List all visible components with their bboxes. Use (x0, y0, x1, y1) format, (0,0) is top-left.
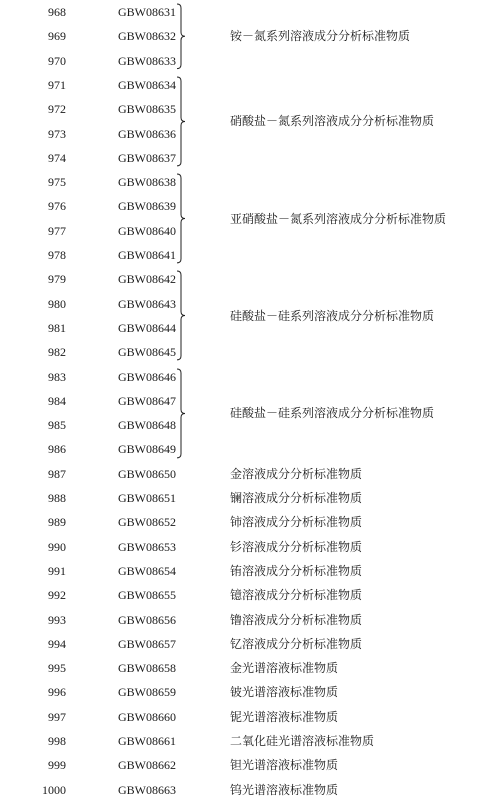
row-number: 997 (48, 709, 66, 724)
row-code: GBW08634 (118, 77, 176, 92)
row-code: GBW08657 (118, 636, 176, 651)
row-code: GBW08658 (118, 661, 176, 676)
row-number: 996 (48, 685, 66, 700)
row-name: 铍光谱溶液标准物质 (230, 685, 339, 700)
row-number: 972 (48, 102, 66, 117)
row-code: GBW08646 (118, 369, 176, 384)
row-code: GBW08632 (118, 29, 176, 44)
group-brace (176, 369, 188, 458)
row-code: GBW08637 (118, 150, 176, 165)
row-name: 铌光谱溶液标准物质 (230, 709, 339, 724)
row-number: 1000 (42, 782, 66, 797)
row-number: 968 (48, 5, 66, 19)
row-code: GBW08649 (118, 442, 176, 457)
row-name: 镥溶液成分分析标准物质 (230, 612, 363, 627)
row-code: GBW08652 (118, 515, 176, 530)
row-number: 985 (48, 418, 66, 433)
row-code: GBW08655 (118, 588, 176, 603)
row-name: 镧溶液成分分析标准物质 (230, 491, 363, 505)
row-code: GBW08656 (118, 612, 176, 627)
row-name: 镱溶液成分分析标准物质 (230, 588, 363, 603)
row-number: 986 (48, 442, 66, 457)
group-brace (176, 174, 188, 263)
row-code: GBW08641 (118, 248, 176, 262)
row-code: GBW08643 (118, 296, 176, 311)
row-number: 975 (48, 175, 66, 190)
row-code: GBW08645 (118, 345, 176, 360)
row-code: GBW08647 (118, 393, 176, 408)
row-number: 993 (48, 612, 66, 627)
group-name: 亚硝酸盐－氮系列溶液成分分析标准物质 (230, 211, 447, 226)
row-code: GBW08653 (118, 539, 176, 554)
row-number: 998 (48, 734, 66, 748)
row-number: 981 (48, 320, 66, 335)
row-code: GBW08654 (118, 563, 176, 578)
group-name: 硅酸盐－硅系列溶液成分分析标准物质 (230, 405, 435, 420)
row-number: 990 (48, 539, 66, 554)
row-code: GBW08662 (118, 758, 176, 773)
row-code: GBW08651 (118, 491, 176, 505)
row-name: 金溶液成分分析标准物质 (230, 466, 363, 481)
row-number: 984 (48, 393, 66, 408)
row-number: 991 (48, 563, 66, 578)
row-number: 992 (48, 588, 66, 603)
row-name: 金光谱溶液标准物质 (230, 661, 339, 676)
row-number: 983 (48, 369, 66, 384)
row-number: 987 (48, 466, 66, 481)
row-number: 982 (48, 345, 66, 360)
row-code: GBW08633 (118, 53, 176, 68)
row-code: GBW08639 (118, 199, 176, 214)
row-code: GBW08659 (118, 685, 176, 700)
row-code: GBW08648 (118, 418, 176, 433)
group-name: 硅酸盐－硅系列溶液成分分析标准物质 (230, 308, 435, 323)
row-number: 973 (48, 126, 66, 141)
row-number: 995 (48, 661, 66, 676)
row-number: 970 (48, 53, 66, 68)
row-code: GBW08644 (118, 320, 176, 335)
group-name: 硝酸盐－氮系列溶液成分分析标准物质 (230, 114, 435, 129)
row-number: 976 (48, 199, 66, 214)
row-name: 钐溶液成分分析标准物质 (230, 539, 363, 554)
group-brace (176, 4, 188, 69)
row-number: 988 (48, 491, 66, 505)
row-number: 977 (48, 223, 66, 238)
row-name: 钽光谱溶液标准物质 (230, 758, 339, 773)
row-number: 979 (48, 272, 66, 287)
row-name: 钨光谱溶液标准物质 (230, 782, 339, 797)
row-number: 969 (48, 29, 66, 44)
row-code: GBW08663 (118, 782, 176, 797)
row-number: 980 (48, 296, 66, 311)
row-code: GBW08642 (118, 272, 176, 287)
row-number: 978 (48, 248, 66, 262)
row-code: GBW08650 (118, 466, 176, 481)
row-code: GBW08638 (118, 175, 176, 190)
row-name: 铕溶液成分分析标准物质 (230, 563, 363, 578)
row-name: 铈溶液成分分析标准物质 (230, 515, 363, 530)
group-brace (176, 77, 188, 166)
row-number: 989 (48, 515, 66, 530)
row-code: GBW08636 (118, 126, 176, 141)
row-code: GBW08660 (118, 709, 176, 724)
group-name: 铵－氮系列溶液成分分析标准物质 (230, 29, 411, 44)
row-number: 971 (48, 77, 66, 92)
row-code: GBW08640 (118, 223, 176, 238)
row-name: 钇溶液成分分析标准物质 (230, 636, 363, 651)
row-code: GBW08661 (118, 734, 176, 748)
row-name: 二氧化硅光谱溶液标准物质 (230, 734, 375, 748)
row-number: 999 (48, 758, 66, 773)
row-number: 994 (48, 636, 66, 651)
group-brace (176, 271, 188, 360)
row-number: 974 (48, 150, 66, 165)
row-code: GBW08631 (118, 5, 176, 19)
row-code: GBW08635 (118, 102, 176, 117)
